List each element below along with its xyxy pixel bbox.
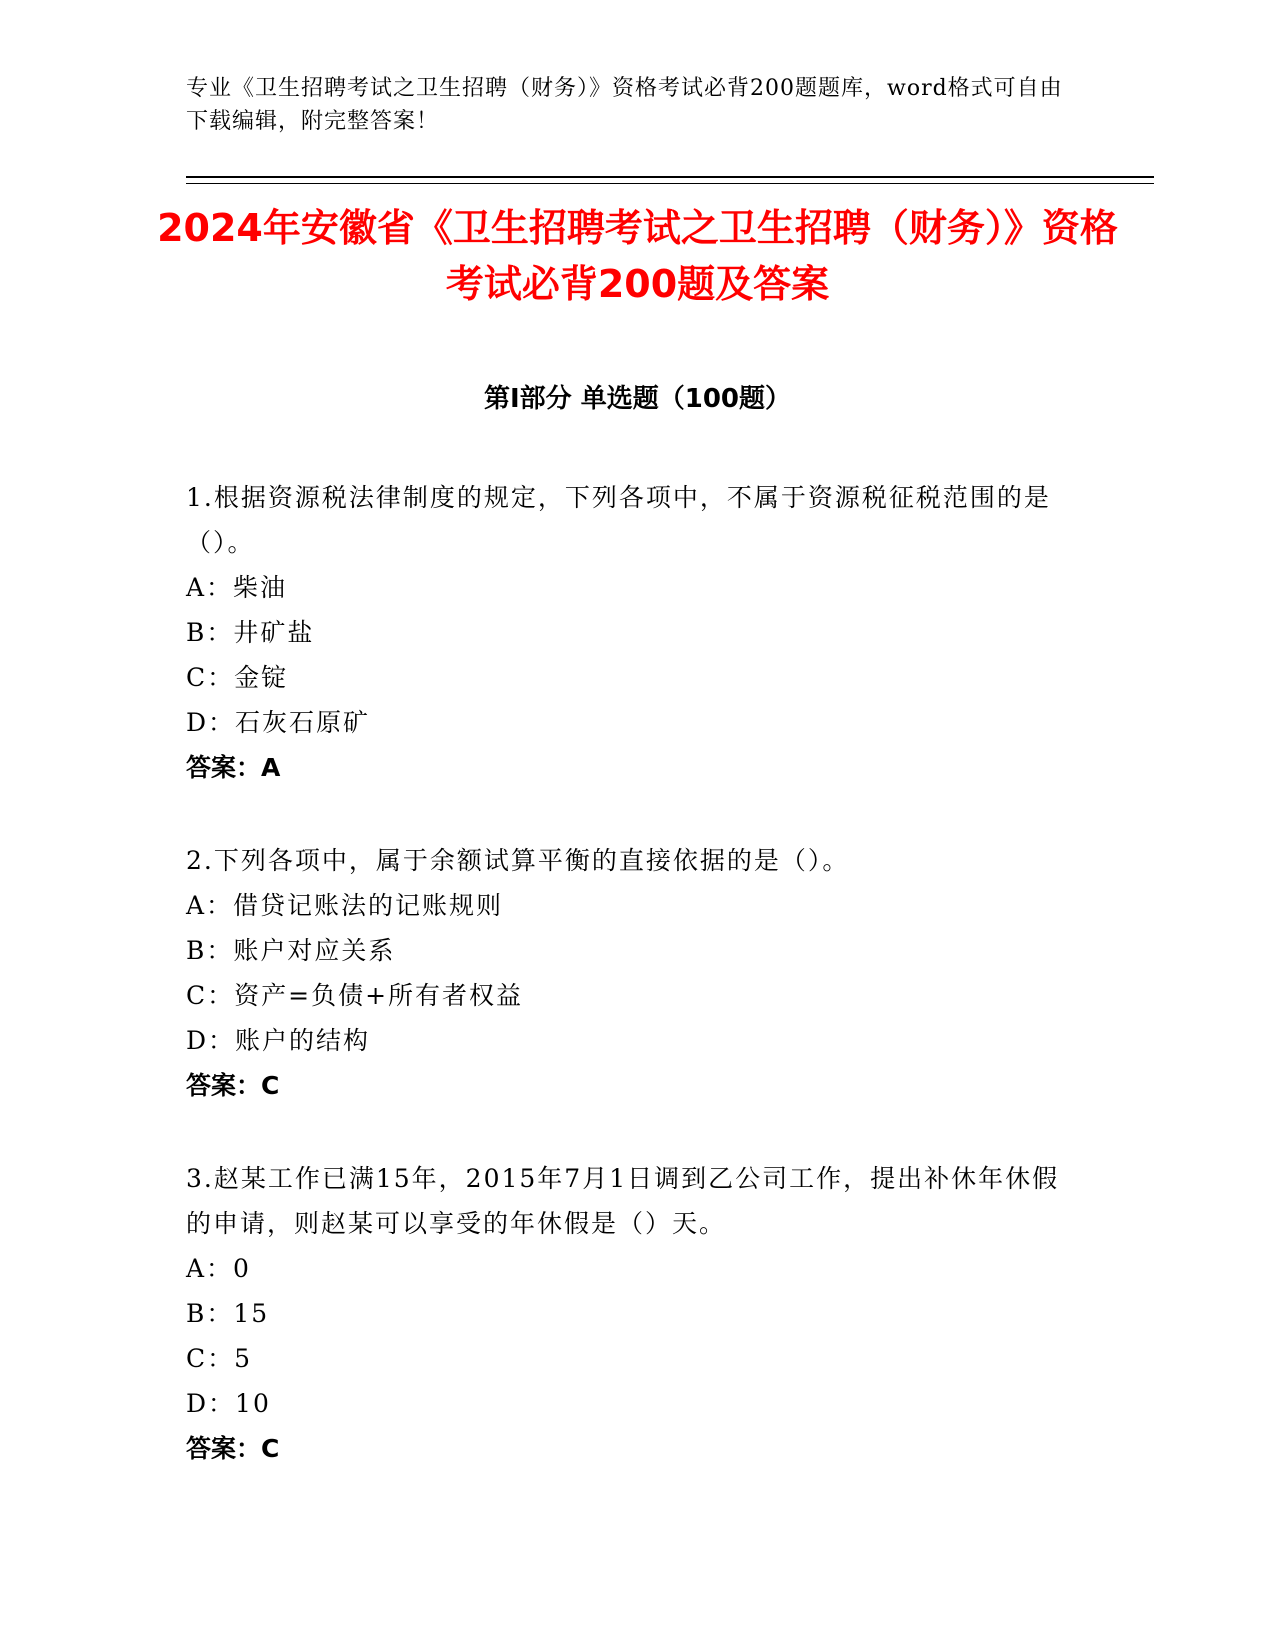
question-stem: 3.赵某工作已满15年，2015年7月1日调到乙公司工作，提出补休年休假的申请，则赵某可以享受的年休假是（）天。 [186, 1164, 1060, 1238]
top-rule-thin [186, 183, 1154, 184]
question-stem: 1.根据资源税法律制度的规定，下列各项中，不属于资源税征税范围的是（）。 [186, 483, 1051, 557]
option-c: C：5 [186, 1344, 253, 1373]
option-a: A：借贷记账法的记账规则 [186, 891, 504, 920]
option-c: C：金锭 [186, 663, 289, 692]
option-b: B：井矿盐 [186, 618, 315, 647]
answer-text: 答案：C [186, 1071, 280, 1100]
option-a: A：柴油 [186, 573, 288, 602]
question-stem: 2.下列各项中，属于余额试算平衡的直接依据的是（）。 [186, 846, 850, 875]
answer-text: 答案：A [186, 753, 281, 782]
intro-text: 专业《卫生招聘考试之卫生招聘（财务）》资格考试必背200题题库，word格式可自由下载编辑，附完整答案！ [186, 76, 1063, 134]
document-title: 2024年安徽省《卫生招聘考试之卫生招聘（财务）》资格考试必背200题及答案 [157, 206, 1118, 306]
answer-text: 答案：C [186, 1434, 280, 1463]
top-rule-thick [186, 176, 1154, 178]
option-d: D：账户的结构 [186, 1026, 371, 1055]
question-2 [186, 838, 1086, 1108]
option-c: C：资产=负债+所有者权益 [186, 981, 524, 1010]
option-d: D：石灰石原矿 [186, 708, 371, 737]
option-b: B：15 [186, 1299, 270, 1328]
question-1 [186, 475, 1086, 790]
option-b: B：账户对应关系 [186, 936, 396, 965]
option-a: A：0 [186, 1254, 251, 1283]
section-heading: 第Ⅰ部分 单选题（100题） [484, 384, 791, 414]
question-3 [186, 1156, 1086, 1471]
option-d: D：10 [186, 1389, 271, 1418]
